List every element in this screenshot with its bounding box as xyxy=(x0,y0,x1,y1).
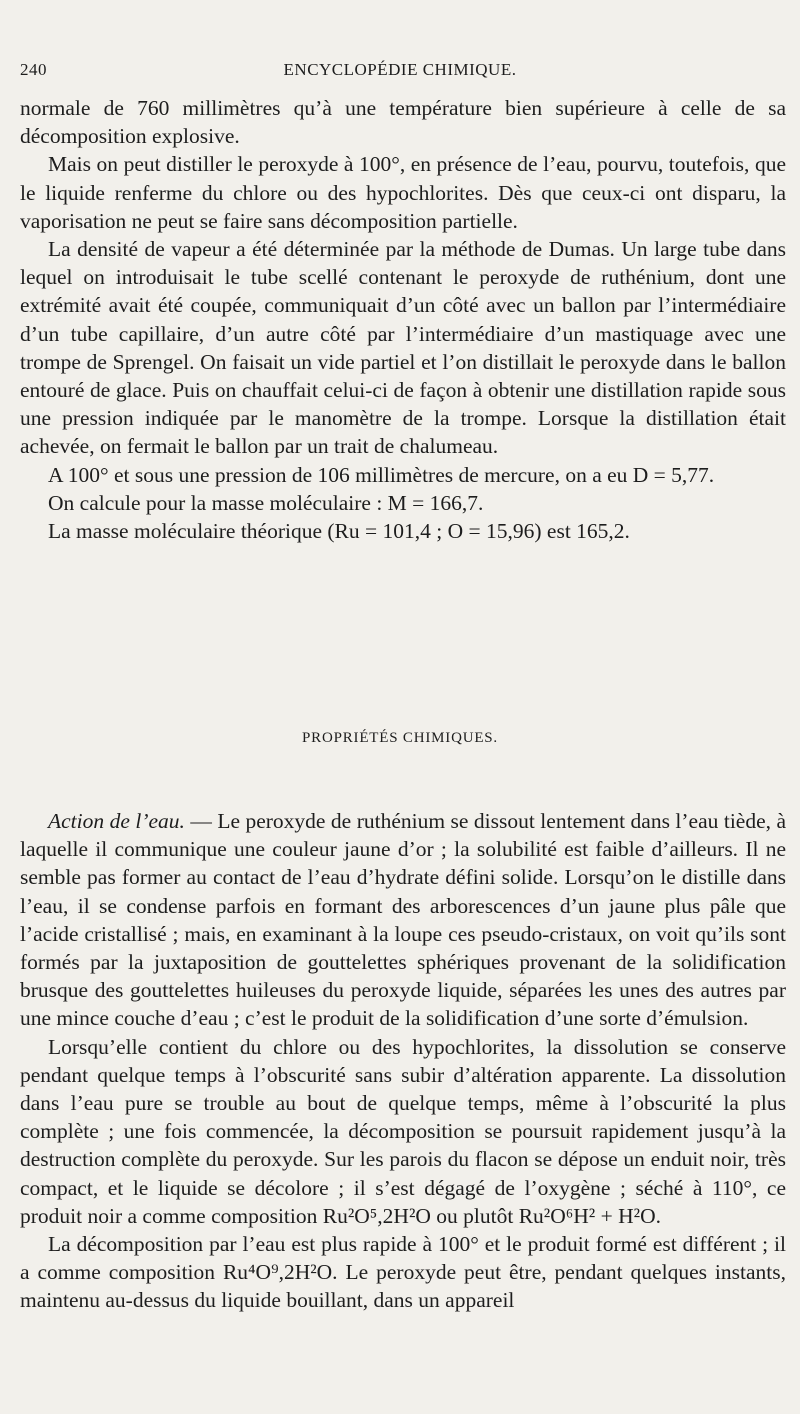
paragraph: La décomposition par l’eau est plus rapide à 100° et le produit formé est différent ; il a comme composition Ru⁴O⁹,2H²O. Le peroxyde peut être, pendant quelques instants, maintenu au-dessus du liquide bouillant, dans un appareil xyxy=(20,1232,786,1313)
paragraph: Mais on peut distiller le peroxyde à 100°, en présence de l’eau, pourvu, toutefois, que le liquide renferme du chlore ou des hypochlorites. Dès que ceux-ci ont disparu, la vaporisation ne peut se faire sans décomposition partielle. xyxy=(20,152,786,233)
physical-properties-text xyxy=(20,94,786,545)
paragraph: On calcule pour la masse moléculaire : M = 166,7. xyxy=(48,490,484,515)
paragraph-lead: Action de l’eau. xyxy=(48,809,185,833)
paragraph: Lorsqu’elle contient du chlore ou des hypochlorites, la dissolution se conserve pendant quelque temps à l’obscurité sans subir d’altération apparente. La dissolution dans l’eau pure se trouble au bout de quelque temps, même à l’obscurité la plus complète ; une fois commencée, la décomposition se poursuit rapidement jusqu’à la destruction complète du peroxyde. Sur les parois du flacon se dépose un enduit noir, très compact, et le liquide se décolore ; il s’est dégagé de l’oxygène ; séché à 110°, ce produit noir a comme composition Ru²O⁵,2H²O ou plutôt Ru²O⁶H² + H²O. xyxy=(20,1034,786,1228)
paragraph: La densité de vapeur a été déterminée par la méthode de Dumas. Un large tube dans lequel on introduisait le tube scellé contenant le peroxyde de ruthénium, dont une extrémité avait été coupée, communiquait d’un côté avec un ballon par l’intermédiaire d’un tube capillaire, d’un autre côté par l’intermédiaire d’un mastiquage avec une trompe de Sprengel. On faisait un vide partiel et l’on distillait le peroxyde dans le ballon entouré de glace. Puis on chauffait celui-ci de façon à obtenir une distillation rapide sous une pression indiquée par le manomètre de la trompe. Lorsque la distillation était achevée, on fermait le ballon par un trait de chalumeau. xyxy=(20,237,786,459)
paragraph: A 100° et sous une pression de 106 millimètres de mercure, on a eu D = 5,77. xyxy=(48,462,715,487)
paragraph: normale de 760 millimètres qu’à une température bien supérieure à celle de sa décomposition explosive. xyxy=(20,96,786,149)
running-title: ENCYCLOPÉDIE CHIMIQUE. xyxy=(283,60,517,79)
section-heading: PROPRIÉTÉS CHIMIQUES. xyxy=(302,730,498,746)
paragraph xyxy=(20,807,786,1033)
chemical-properties-text xyxy=(20,807,786,1315)
page-header xyxy=(20,60,780,84)
paragraph: La masse moléculaire théorique (Ru = 101,4 ; O = 15,96) est 165,2. xyxy=(48,519,630,544)
page-number: 240 xyxy=(20,60,47,79)
paragraph-body: — Le peroxyde de ruthénium se dissout lentement dans l’eau tiède, à laquelle il communique une couleur jaune d’or ; la solubilité est faible d’ailleurs. Il ne semble pas former au contact de l’eau d’hydrate défini solide. Lorsqu’on le distille dans l’eau, il se condense parfois en formant des arborescences d’un jaune plus pâle que l’acide cristallisé ; mais, en examinant à la loupe ces pseudo-cristaux, on voit qu’ils sont formés par la juxtaposition de gouttelettes sphériques provenant de la solidification brusque des gouttelettes huileuses du peroxyde liquide, séparées les unes des autres par une mince couche d’eau ; c’est le produit de la solidification d’une sorte d’émulsion. xyxy=(20,809,787,1031)
